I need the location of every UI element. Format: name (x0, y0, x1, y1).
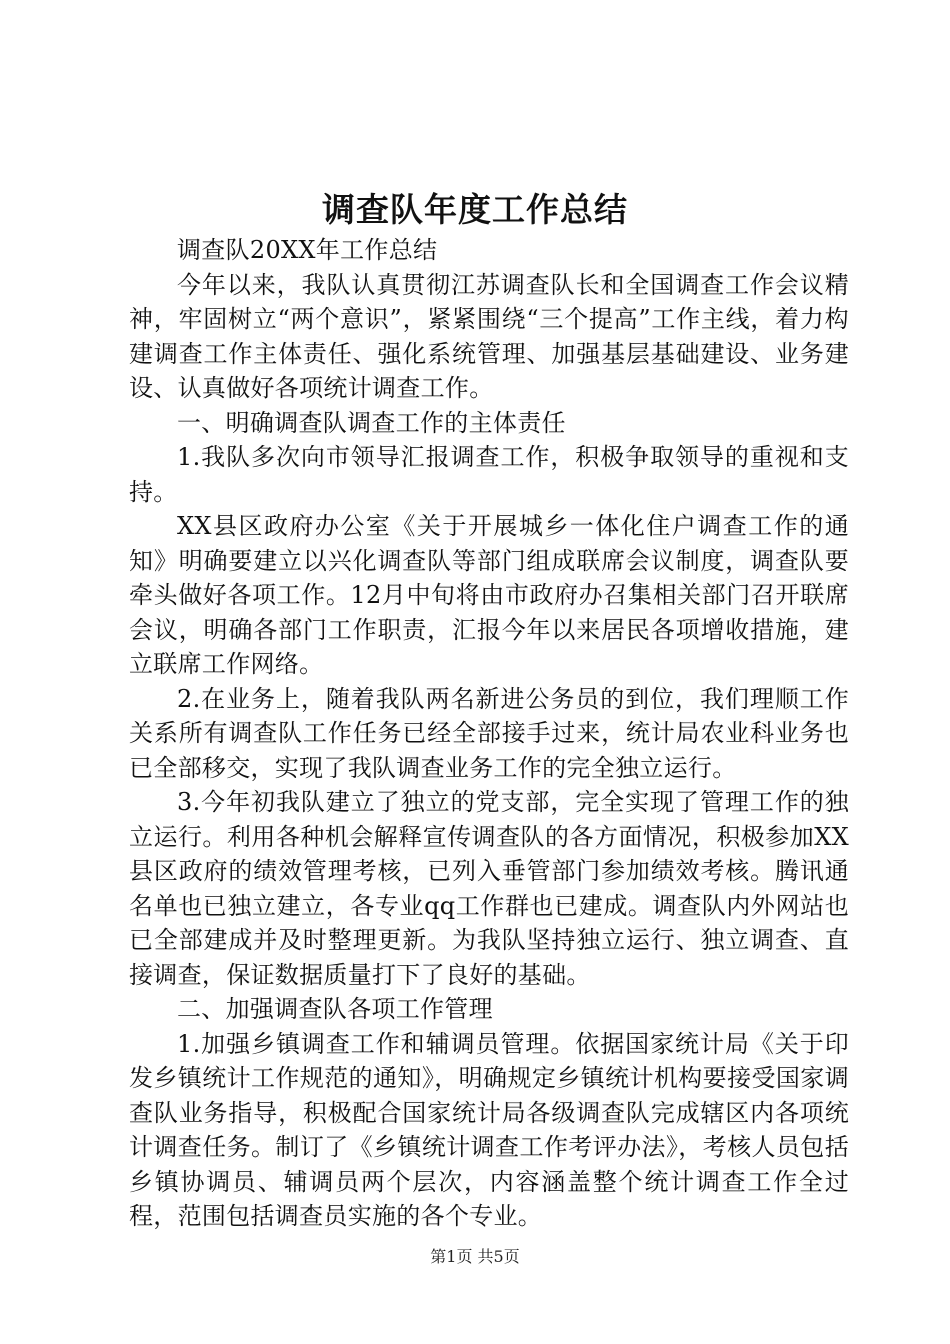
section-heading: 一、明确调查队调查工作的主体责任 (177, 408, 566, 437)
paragraph: 今年以来，我队认真贯彻江苏调查队长和全国调查工作会议精神，牢固树立“两个意识”，紧紧围绕“三个提高”工作主线，着力构建调查工作主体责任、强化系统管理、加强基层基础建设、业务建设、认真做好各项统计调查工作。 (129, 270, 849, 402)
document-body (129, 233, 849, 1234)
paragraph: 1.加强乡镇调查工作和辅调员管理。依据国家统计局《关于印发乡镇统计工作规范的通知》，明确规定乡镇统计机构要接受国家调查队业务指导，积极配合国家统计局各级调查队完成辖区内各项统计调查任务。制订了《乡镇统计调查工作考评办法》，考核人员包括乡镇协调员、辅调员两个层次，内容涵盖整个统计调查工作全过程，范围包括调查员实施的各个专业。 (129, 1029, 849, 1230)
document-title: 调查队年度工作总结 (322, 190, 628, 229)
paragraph: XX县区政府办公室《关于开展城乡一体化住户调查工作的通知》明确要建立以兴化调查队等部门组成联席会议制度，调查队要牵头做好各项工作。12月中旬将由市政府办召集相关部门召开联席会议，明确各部门工作职责，汇报今年以来居民各项增收措施，建立联席工作网络。 (129, 512, 849, 678)
paragraph: 1.我队多次向市领导汇报调查工作，积极争取领导的重视和支持。 (129, 443, 849, 506)
paragraph: 3.今年初我队建立了独立的党支部，完全实现了管理工作的独立运行。利用各种机会解释宣传调查队的各方面情况，积极参加XX县区政府的绩效管理考核，已列入垂管部门参加绩效考核。腾讯通名单也已独立建立，各专业qq工作群也已建成。调查队内外网站也已全部建成并及时整理更新。为我队坚持独立运行、独立调查、直接调查，保证数据质量打下了良好的基础。 (129, 788, 849, 989)
section-heading: 二、加强调查队各项工作管理 (177, 995, 493, 1023)
page-footer: 第1页 共5页 (430, 1247, 520, 1266)
paragraph: 调查队20XX年工作总结 (177, 236, 438, 264)
paragraph: 2.在业务上，随着我队两名新进公务员的到位，我们理顺工作关系所有调查队工作任务已经全部接手过来，统计局农业科业务也已全部移交，实现了我队调查业务工作的完全独立运行。 (129, 684, 849, 782)
